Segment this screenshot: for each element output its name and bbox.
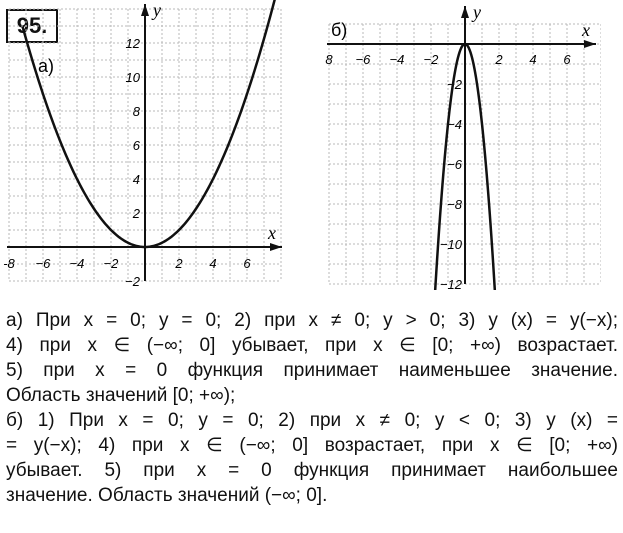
x-tick-label: 4	[529, 52, 537, 67]
answer-line: 5) при x = 0 функция принимает наименьшее значение.	[6, 360, 618, 381]
y-tick-label: 2	[132, 206, 140, 221]
answer-line: = y(−x); 4) при x ∈ (−∞; 0] возрастает, при x ∈ [0; +∞)	[6, 435, 618, 456]
y-axis-arrow	[141, 4, 149, 16]
x-tick-label: -8	[3, 256, 15, 271]
x-tick-label: 8	[325, 52, 333, 67]
y-tick-label: 8	[132, 104, 140, 119]
series-line	[23, 0, 278, 247]
answer-line: а) При x = 0; y = 0; 2) при x ≠ 0; y > 0; 3) y (x) = y(−x);	[6, 310, 618, 331]
x-tick-label: 6	[563, 52, 571, 67]
x-tick-label: −2	[423, 52, 439, 67]
y-axis-label: y	[153, 0, 161, 20]
answer-text	[6, 308, 618, 508]
y-tick-label: 12	[125, 36, 140, 51]
x-axis-arrow	[584, 40, 596, 48]
x-axis-label: x	[268, 223, 276, 243]
x-tick-label: −4	[69, 256, 85, 271]
panel-label: б)	[331, 20, 348, 40]
y-tick-label: −2	[447, 77, 462, 92]
answer-line: убывает. 5) при x = 0 функция принимает наибольшее	[6, 460, 618, 481]
y-tick-label: −4	[447, 117, 462, 132]
x-tick-label: −4	[389, 52, 405, 67]
y-tick-label: −10	[439, 237, 462, 252]
x-tick-label: 2	[495, 52, 503, 67]
y-tick-label: 4	[132, 172, 140, 187]
x-tick-label: −6	[35, 256, 51, 271]
x-tick-label: 6	[243, 256, 251, 271]
answer-line: б) 1) При x = 0; y = 0; 2) при x ≠ 0; y < 0; 3) y (x) =	[6, 410, 618, 431]
y-tick-label: 10	[125, 70, 140, 85]
y-axis-arrow	[461, 6, 469, 18]
answer-line: Область значений [0; +∞);	[6, 385, 236, 406]
y-tick-label: −2	[125, 274, 140, 289]
x-tick-label: −6	[355, 52, 371, 67]
y-tick-label: 6	[132, 138, 140, 153]
x-tick-label: −2	[103, 256, 119, 271]
x-axis-arrow	[270, 243, 282, 251]
y-tick-label: −12	[439, 277, 462, 290]
panel-label: а)	[38, 56, 55, 76]
answer-line: значение. Область значений (−∞; 0].	[6, 485, 328, 506]
chart-panel-b	[311, 0, 601, 290]
y-axis-label: y	[473, 2, 481, 22]
x-tick-label: 4	[209, 256, 217, 271]
chart-panel-a	[2, 0, 290, 290]
y-tick-label: −6	[447, 157, 462, 172]
x-tick-label: 2	[175, 256, 183, 271]
problem-number: 95.	[6, 9, 58, 43]
x-axis-label: x	[582, 20, 590, 40]
y-tick-label: −8	[447, 197, 462, 212]
answer-line: 4) при x ∈ (−∞; 0] убывает, при x ∈ [0; +∞) возрастает.	[6, 335, 618, 356]
